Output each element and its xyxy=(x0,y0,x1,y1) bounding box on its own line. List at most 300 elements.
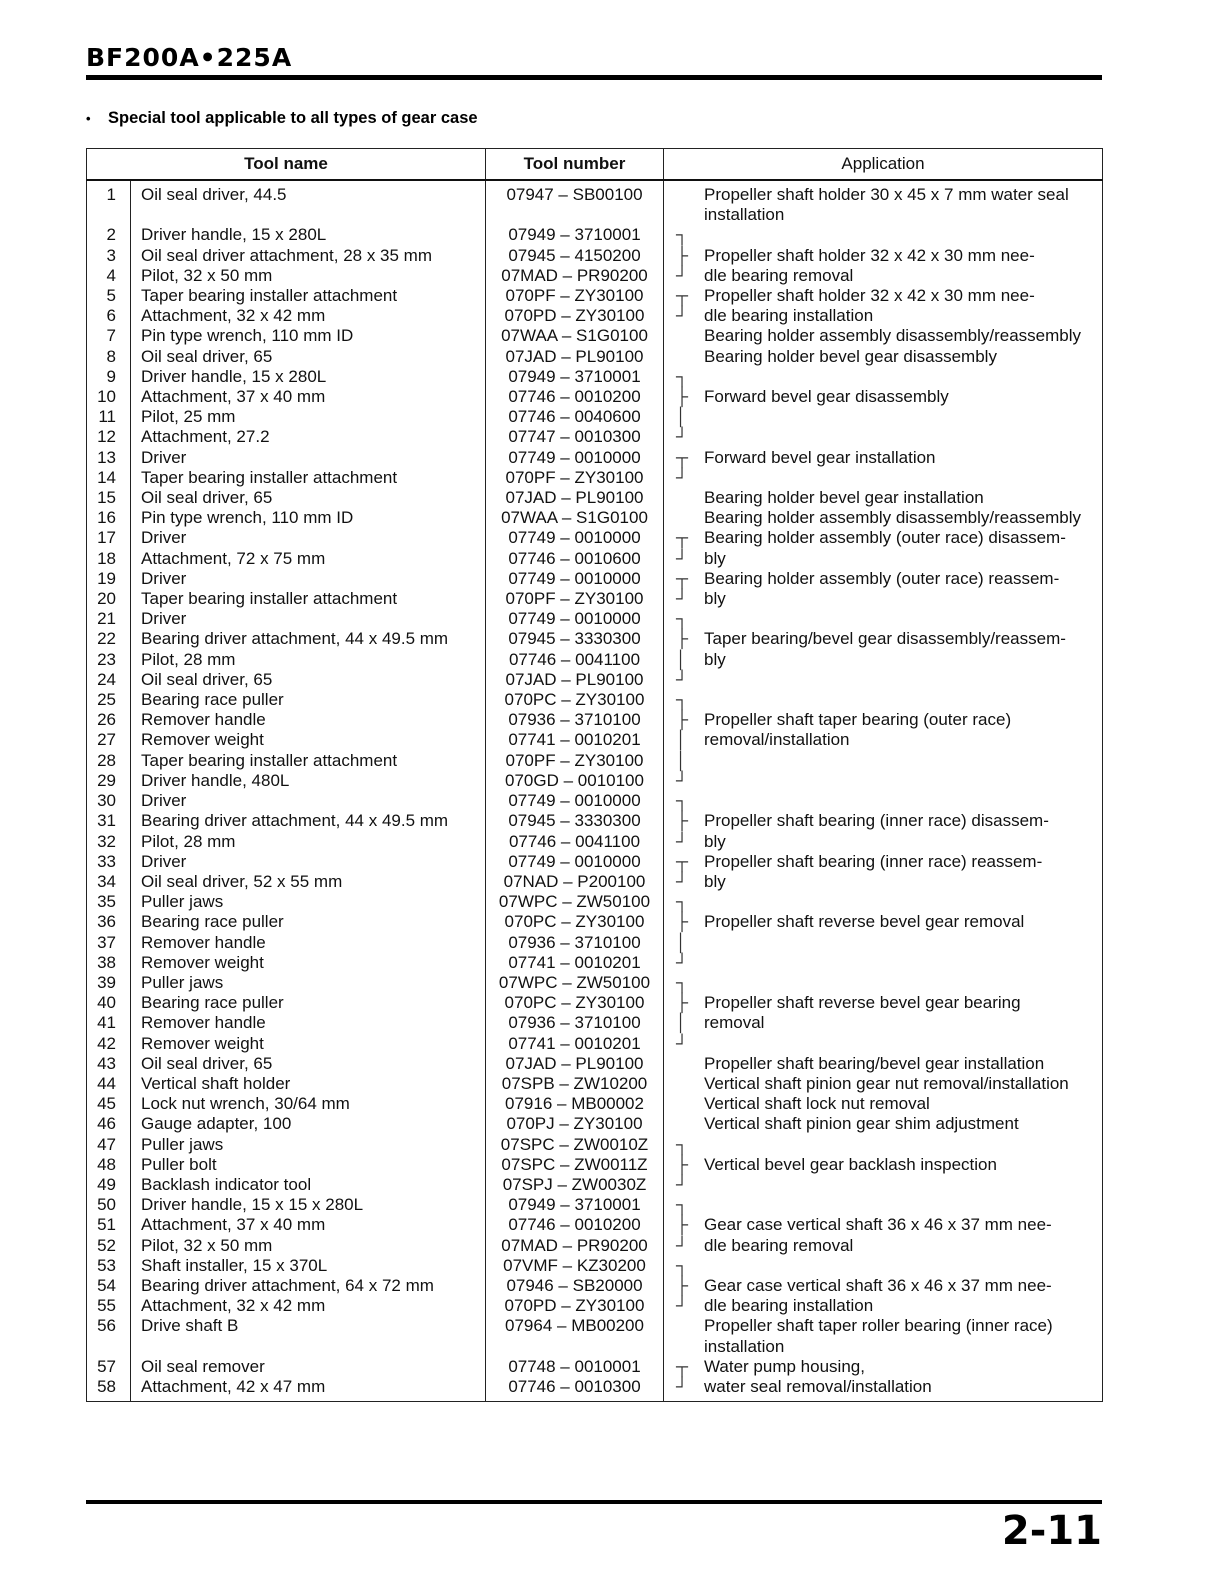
tool-name xyxy=(131,1337,486,1357)
table-row xyxy=(87,1357,1103,1377)
tool-index: 44 xyxy=(87,1074,131,1094)
table-row xyxy=(87,306,1103,326)
tool-index: 49 xyxy=(87,1175,131,1195)
tool-name: Attachment, 42 x 47 mm xyxy=(131,1377,486,1402)
tool-index: 6 xyxy=(87,306,131,326)
application-text: Propeller shaft holder 30 x 45 x 7 mm water seal xyxy=(704,185,1069,204)
tool-name: Oil seal driver, 44.5 xyxy=(131,180,486,205)
tool-index: 27 xyxy=(87,730,131,750)
application-text: removal/installation xyxy=(704,730,850,750)
tool-name: Remover handle xyxy=(131,710,486,730)
tool-name: Drive shaft B xyxy=(131,1316,486,1336)
table-row xyxy=(87,670,1103,690)
table-row xyxy=(87,953,1103,973)
tool-name: Puller jaws xyxy=(131,1135,486,1155)
bracket-glyph: ┬ xyxy=(676,851,689,871)
tool-number: 070PD – ZY30100 xyxy=(486,306,664,326)
table-row xyxy=(87,589,1103,609)
tool-name: Oil seal driver, 65 xyxy=(131,1054,486,1074)
tool-number: 07MAD – PR90200 xyxy=(486,1236,664,1256)
table-row xyxy=(87,528,1103,548)
tool-name: Pin type wrench, 110 mm ID xyxy=(131,508,486,528)
tool-name: Puller jaws xyxy=(131,892,486,912)
table-row xyxy=(87,1155,1103,1175)
bracket-glyph: ┬ xyxy=(676,286,689,306)
application-text: Bearing holder assembly disassembly/reassembly xyxy=(704,326,1081,346)
tool-name: Gauge adapter, 100 xyxy=(131,1114,486,1134)
tool-application xyxy=(664,1195,1103,1215)
application-text: dle bearing installation xyxy=(704,306,874,326)
bracket-glyph: ┬ xyxy=(676,528,689,548)
application-text: Propeller shaft holder 32 x 42 x 30 mm nee- xyxy=(704,286,1035,306)
tool-number: 07746 – 0041100 xyxy=(486,650,664,670)
tool-index: 16 xyxy=(87,508,131,528)
tool-application xyxy=(664,1013,1103,1033)
bracket-glyph: ┘ xyxy=(676,669,689,689)
bracket-glyph: │ xyxy=(676,932,687,952)
tool-application xyxy=(664,1276,1103,1296)
tool-application xyxy=(664,306,1103,326)
tool-application xyxy=(664,953,1103,973)
tool-index: 29 xyxy=(87,771,131,791)
tool-number: 07945 – 3330300 xyxy=(486,629,664,649)
tool-name: Attachment, 27.2 xyxy=(131,427,486,447)
tool-name: Pilot, 28 mm xyxy=(131,650,486,670)
table-row xyxy=(87,1054,1103,1074)
tool-number: 070PC – ZY30100 xyxy=(486,690,664,710)
tool-number: 07746 – 0041100 xyxy=(486,832,664,852)
application-text: Taper bearing/bevel gear disassembly/reassem- xyxy=(704,629,1066,649)
tool-application xyxy=(664,993,1103,1013)
tool-number: 070GD – 0010100 xyxy=(486,771,664,791)
tool-name: Pilot, 28 mm xyxy=(131,832,486,852)
tool-number: 07945 – 4150200 xyxy=(486,246,664,266)
tool-number: 070PF – ZY30100 xyxy=(486,589,664,609)
tool-application xyxy=(664,508,1103,528)
tool-application xyxy=(664,1175,1103,1195)
bracket-glyph: ┘ xyxy=(676,770,689,790)
tool-index: 12 xyxy=(87,427,131,447)
tool-index: 26 xyxy=(87,710,131,730)
tool-index: 53 xyxy=(87,1256,131,1276)
tool-application xyxy=(664,1236,1103,1256)
tool-index: 1 xyxy=(87,180,131,205)
tool-number xyxy=(486,1337,664,1357)
tool-index: 34 xyxy=(87,872,131,892)
tool-number: 070PF – ZY30100 xyxy=(486,751,664,771)
tool-name: Remover handle xyxy=(131,933,486,953)
tool-application xyxy=(664,690,1103,710)
tool-number: 07741 – 0010201 xyxy=(486,1034,664,1054)
tool-number: 07916 – MB00002 xyxy=(486,1094,664,1114)
tool-number: 07749 – 0010000 xyxy=(486,528,664,548)
bracket-glyph: │ xyxy=(676,407,687,427)
tool-application xyxy=(664,528,1103,548)
tool-application xyxy=(664,286,1103,306)
application-text: Propeller shaft holder 32 x 42 x 30 mm nee- xyxy=(704,245,1035,265)
table-row xyxy=(87,1215,1103,1235)
tool-application xyxy=(664,912,1103,932)
table-row xyxy=(87,387,1103,407)
application-text: Forward bevel gear installation xyxy=(704,447,936,467)
column-header-application: Application xyxy=(664,149,1103,181)
bracket-glyph: ┘ xyxy=(676,427,689,447)
application-text: bly xyxy=(704,589,726,609)
application-text: installation xyxy=(704,205,785,225)
application-text: installation xyxy=(704,1336,785,1356)
bracket-glyph: │ xyxy=(676,1013,687,1033)
table-row xyxy=(87,1236,1103,1256)
tool-application xyxy=(664,933,1103,953)
tool-application xyxy=(664,973,1103,993)
application-text: bly xyxy=(704,649,726,669)
table-row xyxy=(87,286,1103,306)
tool-name: Remover handle xyxy=(131,1013,486,1033)
tool-name: Pin type wrench, 110 mm ID xyxy=(131,326,486,346)
tool-index: 50 xyxy=(87,1195,131,1215)
bracket-glyph: ┐ xyxy=(676,690,689,710)
tool-number: 07746 – 0010300 xyxy=(486,1377,664,1402)
tool-application xyxy=(664,710,1103,730)
column-header-tool-name: Tool name xyxy=(87,149,486,181)
tool-number: 07746 – 0040600 xyxy=(486,407,664,427)
tool-application xyxy=(664,1034,1103,1054)
table-row xyxy=(87,246,1103,266)
table-row xyxy=(87,488,1103,508)
bracket-glyph: ┘ xyxy=(676,265,689,285)
tool-name: Bearing driver attachment, 64 x 72 mm xyxy=(131,1276,486,1296)
tool-number: 07748 – 0010001 xyxy=(486,1357,664,1377)
tool-application xyxy=(664,1316,1103,1336)
table-row xyxy=(87,468,1103,488)
tool-index: 23 xyxy=(87,650,131,670)
table-row xyxy=(87,730,1103,750)
bracket-glyph: ┘ xyxy=(676,831,689,851)
application-text: bly xyxy=(704,831,726,851)
tool-application xyxy=(664,205,1103,225)
application-text: Gear case vertical shaft 36 x 46 x 37 mm nee- xyxy=(704,1215,1052,1235)
bracket-glyph: ┐ xyxy=(676,609,689,629)
tool-application xyxy=(664,569,1103,589)
tool-index: 31 xyxy=(87,811,131,831)
bracket-glyph: ├ xyxy=(676,629,689,649)
table-row xyxy=(87,1094,1103,1114)
tool-number: 07WAA – S1G0100 xyxy=(486,508,664,528)
tool-number: 070PC – ZY30100 xyxy=(486,993,664,1013)
tool-name: Remover weight xyxy=(131,1034,486,1054)
table-row xyxy=(87,407,1103,427)
application-text: Bearing holder assembly (outer race) disassem- xyxy=(704,528,1066,548)
tool-number: 07746 – 0010600 xyxy=(486,549,664,569)
tool-index: 38 xyxy=(87,953,131,973)
table-row xyxy=(87,347,1103,367)
application-text: dle bearing removal xyxy=(704,1235,854,1255)
application-text: Bearing holder bevel gear disassembly xyxy=(704,346,997,366)
header-divider xyxy=(86,75,1102,80)
tool-index: 20 xyxy=(87,589,131,609)
table-row xyxy=(87,1337,1103,1357)
table-row xyxy=(87,751,1103,771)
tool-number: 07SPJ – ZW0030Z xyxy=(486,1175,664,1195)
tool-index: 58 xyxy=(87,1377,131,1402)
bullet-icon: • xyxy=(86,111,91,126)
tool-index: 28 xyxy=(87,751,131,771)
tool-name: Puller bolt xyxy=(131,1155,486,1175)
table-row xyxy=(87,1195,1103,1215)
application-text: Bearing holder bevel gear installation xyxy=(704,488,984,508)
tool-number: 07947 – SB00100 xyxy=(486,180,664,205)
tool-number: 07NAD – P200100 xyxy=(486,872,664,892)
tool-index: 13 xyxy=(87,448,131,468)
table-row xyxy=(87,609,1103,629)
tool-application xyxy=(664,1296,1103,1316)
tool-application xyxy=(664,448,1103,468)
tool-name: Driver handle, 480L xyxy=(131,771,486,791)
application-text: bly xyxy=(704,548,726,568)
tool-application xyxy=(664,225,1103,245)
tool-application xyxy=(664,407,1103,427)
table-row xyxy=(87,993,1103,1013)
bracket-glyph: ├ xyxy=(676,912,689,932)
tool-name: Attachment, 32 x 42 mm xyxy=(131,1296,486,1316)
tool-index: 24 xyxy=(87,670,131,690)
tool-application xyxy=(664,1377,1103,1402)
bracket-glyph: ┐ xyxy=(676,892,689,912)
table-body xyxy=(87,180,1103,1402)
table-row xyxy=(87,1316,1103,1336)
tool-number: 070PD – ZY30100 xyxy=(486,1296,664,1316)
tool-index: 40 xyxy=(87,993,131,1013)
bracket-glyph: ┘ xyxy=(676,1296,689,1316)
table-row xyxy=(87,791,1103,811)
tool-number: 070PC – ZY30100 xyxy=(486,912,664,932)
table-row xyxy=(87,1296,1103,1316)
tool-index: 41 xyxy=(87,1013,131,1033)
table-header-row xyxy=(87,149,1103,181)
tool-name: Taper bearing installer attachment xyxy=(131,751,486,771)
bracket-glyph: ┘ xyxy=(676,1376,689,1396)
tool-number: 07JAD – PL90100 xyxy=(486,1054,664,1074)
bracket-glyph: ┘ xyxy=(676,1033,689,1053)
application-text: Propeller shaft reverse bevel gear bearing xyxy=(704,993,1021,1013)
tool-index: 55 xyxy=(87,1296,131,1316)
tool-name: Taper bearing installer attachment xyxy=(131,589,486,609)
bracket-glyph: ┘ xyxy=(676,589,689,609)
tool-name: Driver xyxy=(131,528,486,548)
tool-number: 07964 – MB00200 xyxy=(486,1316,664,1336)
table-row xyxy=(87,326,1103,346)
table-row xyxy=(87,710,1103,730)
table-row xyxy=(87,933,1103,953)
tool-name: Lock nut wrench, 30/64 mm xyxy=(131,1094,486,1114)
tool-number: 07749 – 0010000 xyxy=(486,569,664,589)
bracket-glyph: ┘ xyxy=(676,548,689,568)
tool-application xyxy=(664,387,1103,407)
bracket-glyph: ├ xyxy=(676,387,689,407)
tool-name: Driver handle, 15 x 280L xyxy=(131,225,486,245)
tool-number: 07946 – SB20000 xyxy=(486,1276,664,1296)
table-row xyxy=(87,1034,1103,1054)
tool-application xyxy=(664,771,1103,791)
tool-index: 4 xyxy=(87,266,131,286)
tool-application xyxy=(664,1155,1103,1175)
tool-index: 32 xyxy=(87,832,131,852)
tool-application xyxy=(664,892,1103,912)
table-row xyxy=(87,1276,1103,1296)
bracket-glyph: │ xyxy=(676,730,687,750)
tool-application xyxy=(664,670,1103,690)
tool-number: 07949 – 3710001 xyxy=(486,367,664,387)
tool-name: Driver xyxy=(131,448,486,468)
tool-name: Backlash indicator tool xyxy=(131,1175,486,1195)
bracket-glyph: ┬ xyxy=(676,1356,689,1376)
tool-number: 07746 – 0010200 xyxy=(486,387,664,407)
tool-number xyxy=(486,205,664,225)
special-tool-table xyxy=(86,148,1103,1402)
application-text: Vertical shaft pinion gear nut removal/installation xyxy=(704,1073,1069,1093)
tool-name: Taper bearing installer attachment xyxy=(131,468,486,488)
tool-number: 07949 – 3710001 xyxy=(486,1195,664,1215)
tool-number: 07WAA – S1G0100 xyxy=(486,326,664,346)
tool-application xyxy=(664,852,1103,872)
tool-name: Oil seal driver attachment, 28 x 35 mm xyxy=(131,246,486,266)
tool-application xyxy=(664,832,1103,852)
tool-name: Pilot, 32 x 50 mm xyxy=(131,1236,486,1256)
column-header-tool-number: Tool number xyxy=(486,149,664,181)
application-text: water seal removal/installation xyxy=(704,1376,932,1396)
tool-number: 07MAD – PR90200 xyxy=(486,266,664,286)
tool-application xyxy=(664,1215,1103,1235)
bracket-glyph: ┐ xyxy=(676,1255,689,1275)
tool-application xyxy=(664,427,1103,447)
tool-index: 9 xyxy=(87,367,131,387)
tool-application xyxy=(664,266,1103,286)
bracket-glyph: ┘ xyxy=(676,1235,689,1255)
tool-name: Bearing race puller xyxy=(131,912,486,932)
tool-name: Bearing race puller xyxy=(131,993,486,1013)
footer-divider xyxy=(86,1500,1102,1504)
tool-name: Pilot, 25 mm xyxy=(131,407,486,427)
tool-number: 07WPC – ZW50100 xyxy=(486,892,664,912)
tool-index: 52 xyxy=(87,1236,131,1256)
table-row xyxy=(87,266,1103,286)
table-row xyxy=(87,892,1103,912)
bracket-glyph: ┬ xyxy=(676,568,689,588)
tool-name: Driver xyxy=(131,852,486,872)
tool-index: 2 xyxy=(87,225,131,245)
application-text: Propeller shaft reverse bevel gear removal xyxy=(704,912,1025,932)
tool-number: 070PF – ZY30100 xyxy=(486,286,664,306)
tool-index xyxy=(87,1337,131,1357)
tool-number: 07949 – 3710001 xyxy=(486,225,664,245)
table-row xyxy=(87,448,1103,468)
table-row xyxy=(87,205,1103,225)
table-row xyxy=(87,180,1103,205)
application-text: Water pump housing, xyxy=(704,1356,865,1376)
tool-number: 07SPB – ZW10200 xyxy=(486,1074,664,1094)
tool-number: 070PF – ZY30100 xyxy=(486,468,664,488)
application-text: Vertical shaft lock nut removal xyxy=(704,1094,930,1114)
tool-application xyxy=(664,1256,1103,1276)
tool-application xyxy=(664,180,1103,205)
tool-index: 57 xyxy=(87,1357,131,1377)
tool-name: Driver xyxy=(131,569,486,589)
tool-application xyxy=(664,246,1103,266)
bracket-glyph: ├ xyxy=(676,710,689,730)
tool-name: Oil seal driver, 65 xyxy=(131,670,486,690)
tool-name: Oil seal remover xyxy=(131,1357,486,1377)
tool-index: 5 xyxy=(87,286,131,306)
tool-application xyxy=(664,609,1103,629)
tool-index: 18 xyxy=(87,549,131,569)
application-text: Propeller shaft taper bearing (outer race) xyxy=(704,710,1012,730)
table-row xyxy=(87,811,1103,831)
tool-name: Driver handle, 15 x 280L xyxy=(131,367,486,387)
tool-application xyxy=(664,1114,1103,1134)
application-text: Propeller shaft bearing (inner race) disassem- xyxy=(704,811,1049,831)
tool-number: 07SPC – ZW0011Z xyxy=(486,1155,664,1175)
bracket-glyph: ├ xyxy=(676,1154,689,1174)
application-text: Gear case vertical shaft 36 x 46 x 37 mm nee- xyxy=(704,1275,1052,1295)
tool-name: Taper bearing installer attachment xyxy=(131,286,486,306)
application-text: Bearing holder assembly disassembly/reassembly xyxy=(704,508,1081,528)
tool-index: 15 xyxy=(87,488,131,508)
tool-number: 07749 – 0010000 xyxy=(486,852,664,872)
page-number: 2-11 xyxy=(1001,1508,1102,1554)
table-row xyxy=(87,1377,1103,1402)
tool-number: 07741 – 0010201 xyxy=(486,953,664,973)
table-row xyxy=(87,1114,1103,1134)
tool-number: 07749 – 0010000 xyxy=(486,791,664,811)
table-row xyxy=(87,771,1103,791)
tool-application xyxy=(664,326,1103,346)
tool-application xyxy=(664,791,1103,811)
tool-application xyxy=(664,549,1103,569)
tool-application xyxy=(664,1054,1103,1074)
table-row xyxy=(87,1135,1103,1155)
tool-name xyxy=(131,205,486,225)
tool-index: 17 xyxy=(87,528,131,548)
table-row xyxy=(87,872,1103,892)
tool-name: Attachment, 72 x 75 mm xyxy=(131,549,486,569)
tool-name: Attachment, 37 x 40 mm xyxy=(131,387,486,407)
tool-application xyxy=(664,468,1103,488)
bracket-glyph: ├ xyxy=(676,245,689,265)
tool-name: Puller jaws xyxy=(131,973,486,993)
section-heading xyxy=(86,109,478,128)
tool-number: 070PJ – ZY30100 xyxy=(486,1114,664,1134)
bracket-glyph: │ xyxy=(676,649,687,669)
tool-index: 39 xyxy=(87,973,131,993)
bracket-glyph: ┬ xyxy=(676,447,689,467)
table-row xyxy=(87,1256,1103,1276)
tool-application xyxy=(664,367,1103,387)
table-row xyxy=(87,508,1103,528)
tool-index: 7 xyxy=(87,326,131,346)
application-text: bly xyxy=(704,871,726,891)
tool-number: 07936 – 3710100 xyxy=(486,1013,664,1033)
application-text: Bearing holder assembly (outer race) reassem- xyxy=(704,568,1060,588)
tool-index: 8 xyxy=(87,347,131,367)
tool-number: 07747 – 0010300 xyxy=(486,427,664,447)
application-text: removal xyxy=(704,1013,765,1033)
bracket-glyph: ├ xyxy=(676,811,689,831)
tool-application xyxy=(664,347,1103,367)
table-row xyxy=(87,650,1103,670)
bracket-glyph: ┐ xyxy=(676,225,689,245)
tool-application xyxy=(664,1337,1103,1357)
tool-index: 54 xyxy=(87,1276,131,1296)
